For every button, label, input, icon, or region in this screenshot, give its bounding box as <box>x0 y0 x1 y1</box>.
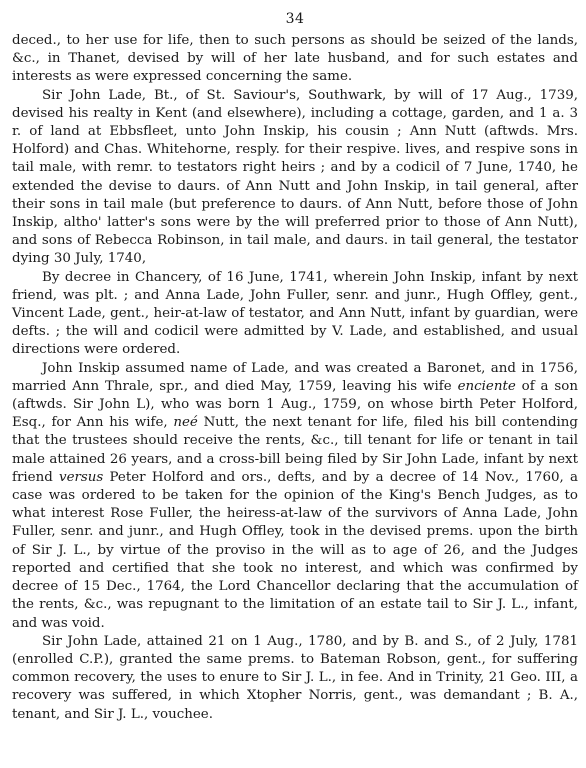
italic-text-segment: neé <box>173 415 198 431</box>
paragraph-john-inskip-baronet <box>12 360 578 633</box>
page-number: 34 <box>285 11 305 27</box>
text-segment: deced., to her use for life, then to such persons as should be seized of the lands, &c., in Thanet, devised by will of her late husband, and for such estates and interests as were expressed concerning the same. <box>12 33 578 85</box>
paragraph-chancery-decree <box>12 269 578 360</box>
paragraph-continuation <box>12 32 578 87</box>
paragraph-will-of-sir-john-lade <box>12 87 578 269</box>
italic-text-segment: versus <box>59 469 104 485</box>
text-segment: Sir John Lade, attained 21 on 1 Aug., 1780, and by B. and S., of 2 July, 1781 (enrolled C.P.), granted the same prems. to Bateman Robson, gent., for suffering common recovery, the uses to enure to Sir J. L., in fee. And in Trinity, 21 Geo. III, a recovery was suffered, in which Xtopher Norris, gent., was demandant ; B. A., tenant, and Sir J. L., vouchee. <box>12 633 578 722</box>
text-segment: John Inskip assumed name of Lade, and was created a Baronet, and in 1756, married Ann Thrale, spr., and died May, 1759, leaving his wife <box>12 360 578 394</box>
text-segment: of a son (aftwds. Sir John L), who was born 1 Aug., 1759, on whose birth Peter Holford, Esq., for Ann his wife, <box>12 378 578 431</box>
text-segment: Nutt, the next tenant for life, filed his bill contending that the trustees should receive the rents, &c., till tenant for life or tenant in tail male attained 26 years, and a cross-bill being filed by Sir John Lade, infant by next friend <box>12 415 579 485</box>
italic-text-segment: enciente <box>457 378 516 394</box>
text-segment: By decree in Chancery, of 16 June, 1741, wherein John Inskip, infant by next friend, was plt. ; and Anna Lade, John Fuller, senr. and junr., Hugh Offley, gent., Vincent Lade, gent., heir-at-law of testator, and Ann Nutt, infant by guardian, were defts. ; the will and codicil were admitted by V. Lade, and established, and usual directions were ordered. <box>12 269 578 358</box>
paragraph-common-recovery <box>12 633 578 724</box>
text-segment: Peter Holford and ors., defts, and by a decree of 14 Nov., 1760, a case was ordered to be taken for the opinion of the King's Bench Judges, as to what interest Rose Fuller, the heiress-at-law of the survivors of Anna Lade, John Fuller, senr. and junr., and Hugh Offley, took in the devised prems. upon the birth of Sir J. L., by virtue of the proviso in the will as to age of 26, and the Judges reported and certified that she took no interest, and which was confirmed by decree of 15 Dec., 1764, the Lord Chancellor declaring that the accumulation of the rents, &c., was repugnant to the limitation of an estate tail to Sir J. L., infant, and was void. <box>12 469 578 631</box>
text-segment: Sir John Lade, Bt., of St. Saviour's, Southwark, by will of 17 Aug., 1739, devised his realty in Kent (and elsewhere), including a cottage, garden, and 1 a. 3 r. of land at Ebbsfleet, unto John Inskip, his cousin ; Ann Nutt (aftwds. Mrs. Holford) and Chas. Whitehorne, resply. for their respive. lives, and respive sons in tail male, with remr. to testators right heirs ; and by a codicil of 7 June, 1740, he extended the devise to daurs. of Ann Nutt and John Inskip, in tail general, after their sons in tail male (but preference to daurs. of Ann Nutt, before those of John Inskip, altho' latter's sons were by the will preferred prior to those of Ann Nutt), and sons of Rebecca Robinson, in tail male, and daurs. in tail general, the testator dying 30 July, 1740, <box>12 87 578 267</box>
